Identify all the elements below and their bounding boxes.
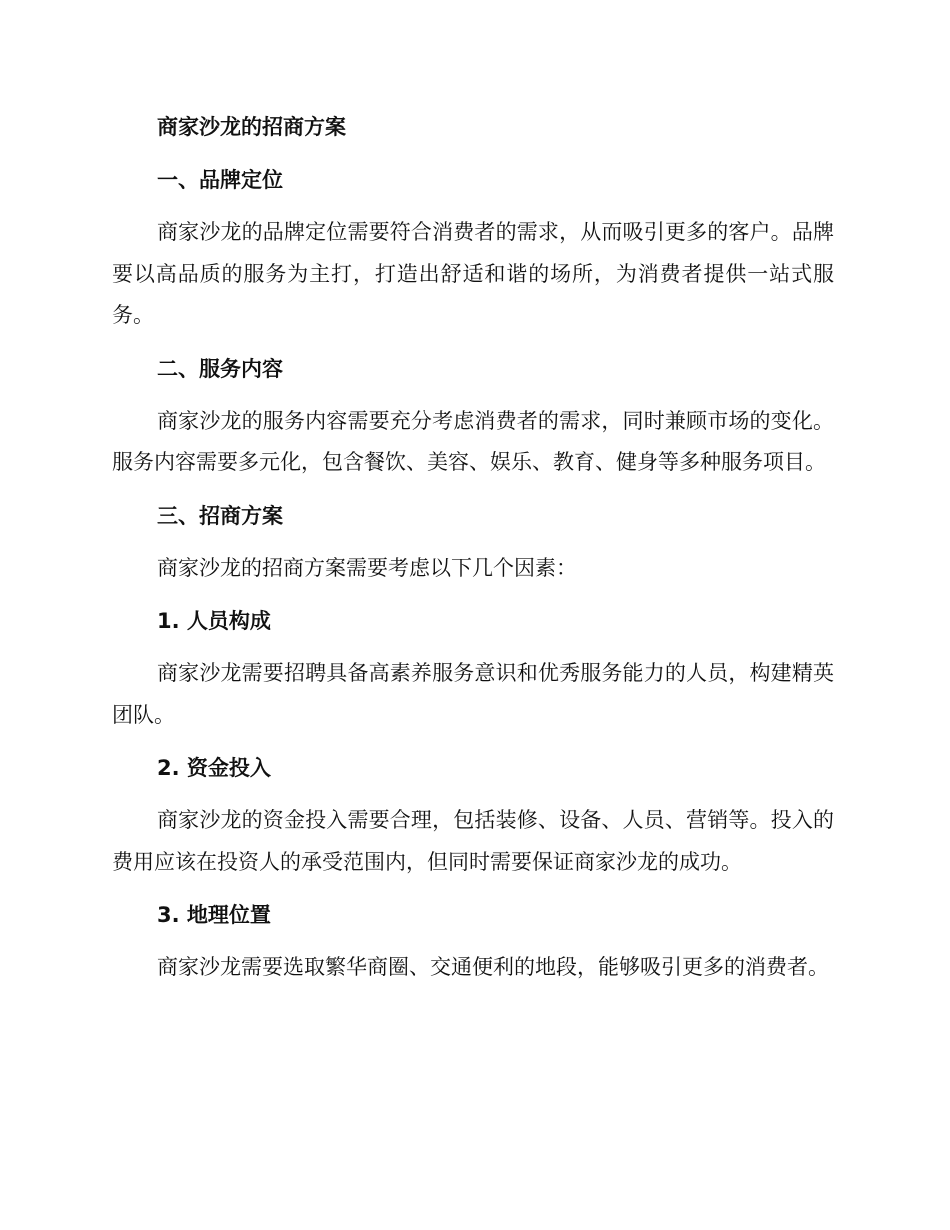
section-heading-investment-plan: 三、招商方案 — [157, 503, 283, 528]
factor-heading-capital-investment: 2. 资金投入 — [157, 756, 271, 780]
factor-heading-staffing: 1. 人员构成 — [157, 609, 271, 633]
factor-heading-location: 3. 地理位置 — [157, 903, 271, 927]
factor-paragraph-capital-investment: 商家沙龙的资金投入需要合理，包括装修、设备、人员、营销等。投入的费用应该在投资人的承受范围内，但同时需要保证商家沙龙的成功。 — [112, 808, 834, 874]
section-paragraph-service-content: 商家沙龙的服务内容需要充分考虑消费者的需求，同时兼顾市场的变化。服务内容需要多元化，包含餐饮、美容、娱乐、教育、健身等多种服务项目。 — [112, 408, 834, 474]
document-body — [112, 110, 834, 989]
section-heading-brand-positioning: 一、品牌定位 — [157, 168, 283, 192]
section-heading-service-content: 二、服务内容 — [157, 356, 283, 381]
document-title: 商家沙龙的招商方案 — [157, 115, 346, 139]
section-paragraph-investment-plan: 商家沙龙的招商方案需要考虑以下几个因素： — [157, 555, 577, 580]
factor-paragraph-staffing: 商家沙龙需要招聘具备高素养服务意识和优秀服务能力的人员，构建精英团队。 — [112, 661, 834, 727]
factor-paragraph-location: 商家沙龙需要选取繁华商圈、交通便利的地段，能够吸引更多的消费者。 — [157, 955, 829, 979]
section-paragraph-brand-positioning: 商家沙龙的品牌定位需要符合消费者的需求，从而吸引更多的客户。品牌要以高品质的服务为主打，打造出舒适和谐的场所，为消费者提供一站式服务。 — [112, 220, 834, 327]
